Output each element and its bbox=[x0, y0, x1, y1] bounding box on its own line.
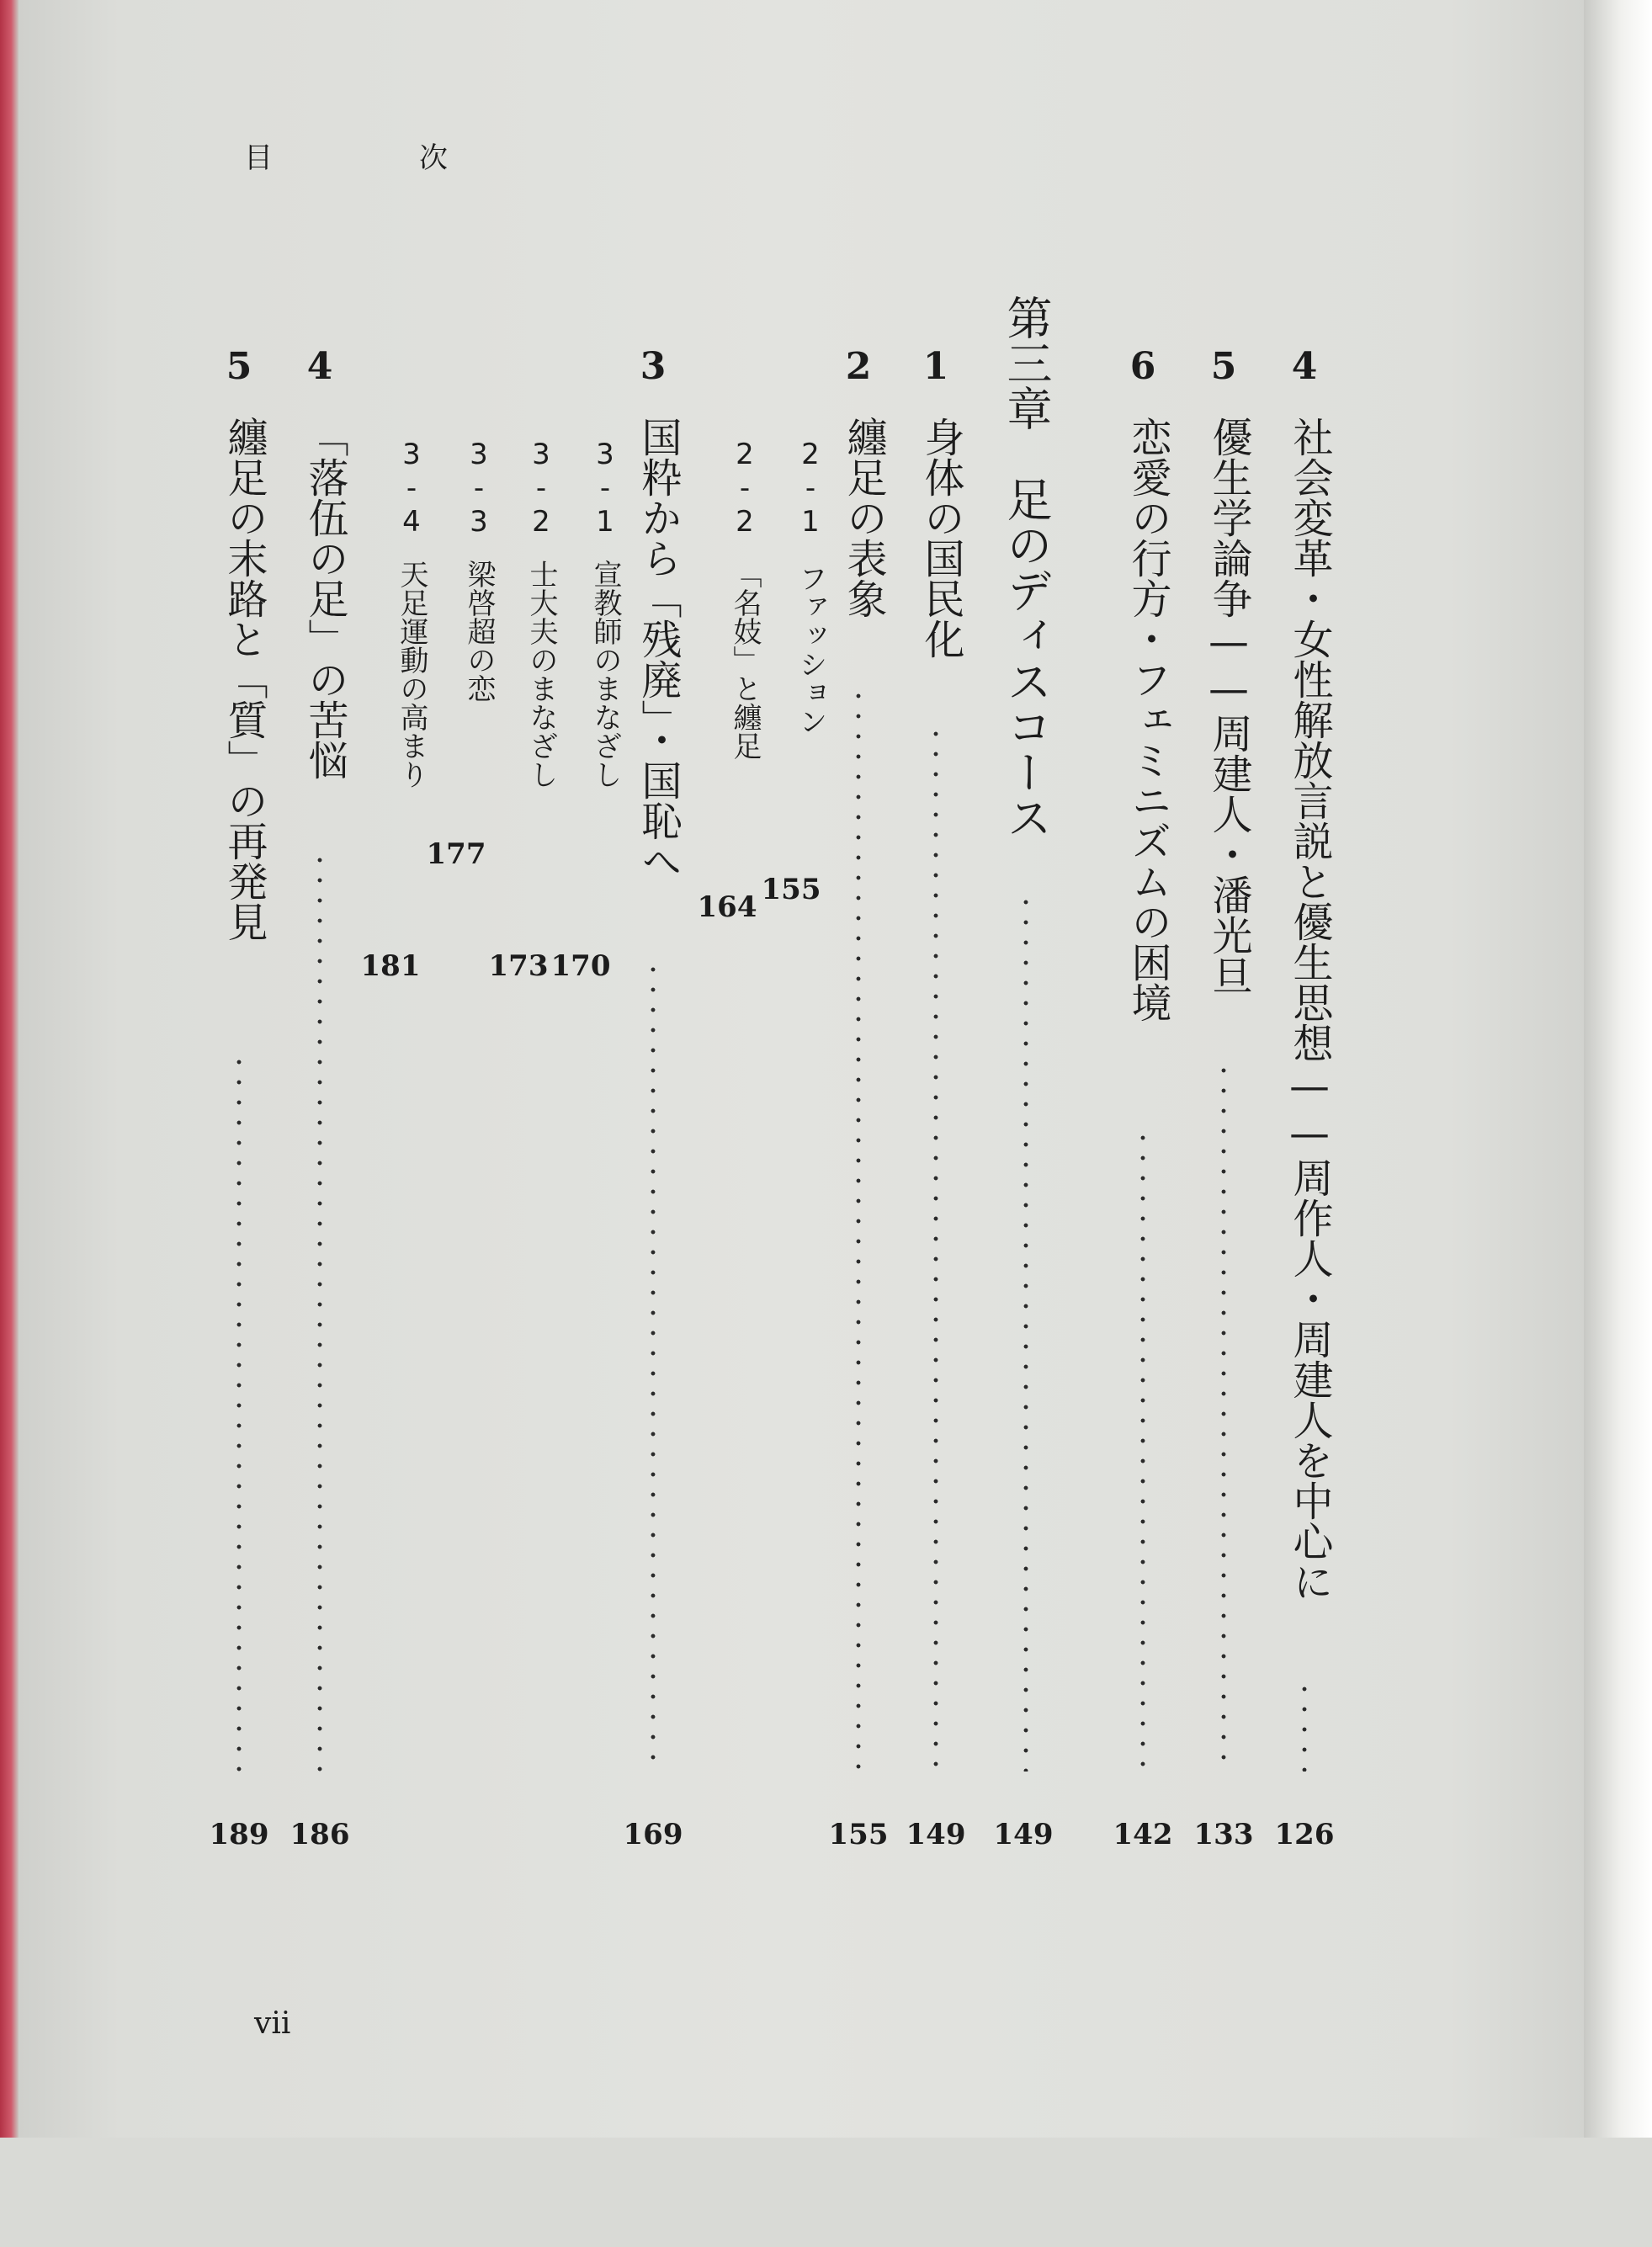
entry-title: 「落伍の足」の苦悩 bbox=[301, 417, 348, 780]
entry-title: 恋愛の行方・フェミニズムの困境 bbox=[1124, 417, 1171, 1023]
book-edge bbox=[0, 0, 19, 2138]
subsection-title: 梁啓超の恋 bbox=[462, 560, 496, 703]
entry-title: 纏足の末路と「質」の再発見 bbox=[220, 417, 268, 942]
page-header: 目 次 bbox=[244, 141, 507, 175]
entry-page: 149 bbox=[993, 1818, 1054, 1851]
leader-dots bbox=[1300, 1679, 1309, 1772]
entry-number: 2 bbox=[845, 345, 872, 388]
subsection-page: 170 bbox=[550, 949, 611, 983]
entry-page: 142 bbox=[1113, 1818, 1173, 1851]
leader-dots bbox=[649, 959, 657, 1772]
subsection-number: 3-4 bbox=[395, 438, 428, 539]
leader-dots bbox=[854, 686, 863, 1772]
entry-title: 優生学論争——周建人・潘光旦 bbox=[1205, 417, 1252, 996]
entry-title: 国粋から「残廃」・国恥へ bbox=[635, 417, 682, 881]
subsection-title: 宣教師のまなざし bbox=[588, 560, 622, 789]
entry-title: 社会変革・女性解放言説と優生思想——周作人・周建人を中心に bbox=[1286, 417, 1333, 1602]
subsection-number: 2-2 bbox=[728, 438, 762, 539]
subsection-page: 181 bbox=[360, 949, 421, 983]
leader-dots bbox=[316, 850, 324, 1772]
subsection-page: 173 bbox=[488, 949, 549, 983]
entry-title: 身体の国民化 bbox=[917, 417, 964, 659]
page-gutter bbox=[1584, 0, 1652, 2138]
subsection-number: 2-1 bbox=[794, 438, 827, 539]
entry-number: 3 bbox=[640, 345, 667, 388]
subsection-number: 3-3 bbox=[462, 438, 496, 539]
entry-number: 4 bbox=[306, 345, 333, 388]
subsection-number: 3-1 bbox=[588, 438, 622, 539]
subsection-page: 155 bbox=[761, 873, 821, 906]
entry-number: 6 bbox=[1129, 345, 1156, 388]
leader-dots bbox=[1139, 1128, 1147, 1772]
leader-dots bbox=[1022, 892, 1030, 1772]
entry-page: 189 bbox=[209, 1818, 269, 1851]
entry-number: 1 bbox=[922, 345, 949, 388]
entry-number: 4 bbox=[1291, 345, 1318, 388]
entry-page: 133 bbox=[1193, 1818, 1254, 1851]
entry-page: 149 bbox=[906, 1818, 966, 1851]
entry-page: 155 bbox=[828, 1818, 889, 1851]
subsection-page: 164 bbox=[697, 890, 757, 924]
leader-dots bbox=[235, 1052, 243, 1772]
entry-number: 5 bbox=[1210, 345, 1237, 388]
subsection-page: 177 bbox=[426, 837, 486, 871]
leader-dots bbox=[932, 724, 940, 1772]
entry-number: 5 bbox=[226, 345, 252, 388]
entry-page: 126 bbox=[1274, 1818, 1335, 1851]
subsection-title: 「名妓」と纏足 bbox=[728, 560, 762, 760]
subsection-title: 士大夫のまなざし bbox=[524, 560, 558, 789]
entry-page: 186 bbox=[289, 1818, 350, 1851]
entry-title: 纏足の表象 bbox=[840, 417, 887, 619]
subsection-title: 天足運動の高まり bbox=[395, 560, 428, 789]
chapter-title: 第三章 足のディスコース bbox=[1000, 295, 1053, 840]
entry-page: 169 bbox=[623, 1818, 683, 1851]
leader-dots bbox=[1219, 1060, 1228, 1772]
page-number-footer: vii bbox=[254, 2006, 291, 2041]
subsection-number: 3-2 bbox=[524, 438, 558, 539]
subsection-title: ファッション bbox=[794, 564, 827, 736]
